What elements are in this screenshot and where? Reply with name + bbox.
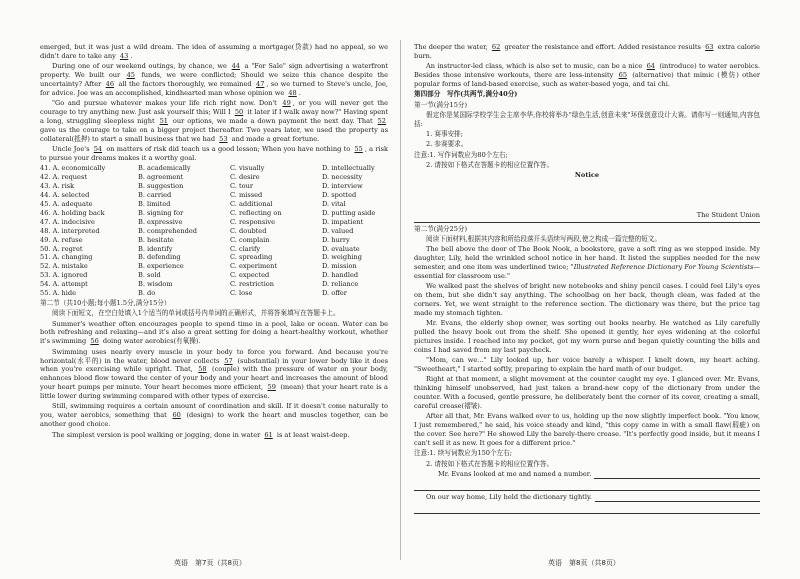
passage-paragraph: Uncle Joe's 54 on matters of risk did teach us a good lesson; When you have nothing to 55 , a risk to pursue your dreams makes it a worthy goal. xyxy=(40,145,388,163)
option-row xyxy=(40,164,388,173)
task-item: 2. 参赛要求。 xyxy=(426,140,468,149)
blank-45[interactable]: 45 xyxy=(126,71,135,80)
task-prompt: 阅读下面材料,根据其内容和所给段落开头语续写两段,使之构成一篇完整的短文。 xyxy=(426,234,661,243)
notice-writing-area[interactable] xyxy=(414,182,760,211)
section-instruction: 阅读下面短文，在空白处填入1个适当的单词或括号内单词的正确形式，并将答案填写在答题卡上。 xyxy=(52,309,340,318)
notice-title: Notice xyxy=(574,171,600,180)
option-choice[interactable]: D. mission xyxy=(322,262,357,271)
option-choice[interactable]: 46. A. holding back xyxy=(40,208,105,217)
blank-57[interactable]: 57 xyxy=(224,356,233,365)
option-choice[interactable]: B. agreement xyxy=(138,173,184,182)
option-choice[interactable]: C. tour xyxy=(230,182,254,191)
answer-rule xyxy=(414,222,760,223)
option-choice[interactable]: D. interview xyxy=(322,182,363,191)
story-paragraph: Right at that moment, a slight movement at the counter caught my eye. I glanced over. Mr. Evans, thinking himself unobserved, had just taken a brand-new copy of the dictionary from under the counter. With a focused, gentle pressure, he deliberately bent the corner of its cover, creating a small, careful crease(褶皱). xyxy=(414,375,760,411)
blank-46[interactable]: 46 xyxy=(105,80,115,89)
section-title: 第一节(满分15分) xyxy=(414,100,468,109)
blank-60[interactable]: 60 xyxy=(172,411,181,420)
blank-56[interactable]: 56 xyxy=(90,337,99,346)
option-choice[interactable]: D. vital xyxy=(322,199,346,208)
blank-44[interactable]: 44 xyxy=(231,62,240,71)
note-label: 注意:1. 写作词数应为80个左右; xyxy=(414,150,508,159)
option-choice[interactable]: C. complain xyxy=(230,235,270,244)
blank-64[interactable]: 64 xyxy=(646,62,655,71)
option-row xyxy=(40,191,388,200)
blank-58[interactable]: 58 xyxy=(198,365,207,374)
option-choice[interactable]: C. lose xyxy=(230,289,253,298)
option-choice[interactable]: C. doubted xyxy=(230,226,267,235)
writing-line[interactable] xyxy=(414,482,760,491)
blank-52[interactable]: 52 xyxy=(377,117,386,126)
note-label: 注意:1. 续写词数应为150个左右; xyxy=(414,449,512,458)
option-choice[interactable]: B. carried xyxy=(138,191,172,200)
section-title: 第二节（共10小题;每小题1.5分,满分15分） xyxy=(40,298,171,307)
option-choice[interactable]: C. clarify xyxy=(230,244,261,253)
option-row xyxy=(40,173,388,182)
option-choice[interactable]: 55. A. hide xyxy=(40,289,77,298)
option-choice[interactable]: C. additional xyxy=(230,199,273,208)
option-choice[interactable]: 53. A. ignored xyxy=(40,271,88,280)
blank-61[interactable]: 61 xyxy=(264,430,273,439)
story-paragraph: The bell above the door of The Book Nook, a bookstore, gave a soft ring as we stepped inside. My daughter, Lily, held the wrinkled school notice in her hand. It listed the supplies needed for the new semester, and one item was underlined twice; "Illustrated Reference Dictionary For Young Scientists—essential for classroom use." xyxy=(414,245,760,280)
option-choice[interactable]: 52. A. mistake xyxy=(40,262,88,271)
option-choice[interactable]: B. signing for xyxy=(138,208,184,217)
blank-54[interactable]: 54 xyxy=(93,145,103,154)
option-choice[interactable]: B. expressive xyxy=(138,217,183,226)
blank-43[interactable]: 43 xyxy=(119,51,129,60)
option-choice[interactable]: D. evaluate xyxy=(322,244,360,253)
option-choice[interactable]: 45. A. adequate xyxy=(40,199,93,208)
blank-50[interactable]: 50 xyxy=(234,108,244,117)
option-choice[interactable]: 41. A. economically xyxy=(40,164,106,173)
option-choice[interactable]: 54. A. attempt xyxy=(40,280,88,289)
option-choice[interactable]: 43. A. risk xyxy=(40,182,75,191)
option-choice[interactable]: B. do xyxy=(138,289,156,298)
blank-53[interactable]: 53 xyxy=(219,134,228,143)
blank-48[interactable]: 48 xyxy=(288,88,297,97)
option-choice[interactable]: B. academically xyxy=(138,164,191,173)
option-row xyxy=(40,200,388,209)
option-row xyxy=(40,253,388,262)
blank-59[interactable]: 59 xyxy=(267,383,276,392)
option-row xyxy=(40,209,388,218)
option-choice[interactable]: C. visually xyxy=(230,164,265,173)
options-table xyxy=(40,164,388,298)
passage-paragraph: Swimming uses nearly every muscle in your body to force you forward. And because you're horizontal(水平的) in the water, blood never collects 57 (substantial) in your lower body like it does when you're exercising while upright. That, 58 (couple) with the pressure of water on your body, enhances blood flow toward the center of your body and your heart and increases the amount of blood your heart pumps per minute. Your heart becomes more efficient, 59 (mean) that your heart rate is a little lower during swimming compared with other types of exercise. xyxy=(40,347,388,401)
option-row xyxy=(40,227,388,236)
option-choice[interactable]: D. hurry xyxy=(322,235,350,244)
option-choice[interactable]: D. intellectually xyxy=(322,164,375,173)
starter-line-1[interactable] xyxy=(414,470,760,479)
note-item: 2. 请按如下格式在答题卡的相应位置作答。 xyxy=(426,459,554,468)
option-choice[interactable]: D. valued xyxy=(322,226,354,235)
option-choice[interactable]: B. suggestion xyxy=(138,182,184,191)
passage-paragraph: Still, swimming requires a certain amount of coordination and skill. If it doesn't come naturally to you, water aerobics, something that 60 (design) to work the heart and muscles together, can be another good choice. xyxy=(40,402,388,429)
starter-sentence: On our way home, Lily held the dictionary tightly. xyxy=(426,493,592,502)
option-choice[interactable]: D. offer xyxy=(322,289,347,298)
option-choice[interactable]: B. wisdom xyxy=(138,280,173,289)
option-choice[interactable]: B. sold xyxy=(138,271,161,280)
left-column xyxy=(40,43,388,441)
option-choice[interactable]: C. desire xyxy=(230,173,260,182)
option-choice[interactable]: B. hesitate xyxy=(138,235,174,244)
starter-line-2[interactable] xyxy=(414,493,760,502)
option-choice[interactable]: 48. A. interpreted xyxy=(40,226,100,235)
passage-paragraph: During one of our weekend outings, by chance, we 44 a "For Sale" sign advertising a waterfront property. We built our 45 funds, we were conflicted; Should we seize this chance despite the uncertainty? After 46 all the factors thoroughly, we remained 47 , so we turned to Steve's uncle, Joe, for advice. Joe was an accomplished, kindhearted man whose opinion we 48 . xyxy=(40,62,388,97)
option-choice[interactable]: C. reflecting on xyxy=(230,208,282,217)
right-column xyxy=(414,43,760,516)
option-choice[interactable]: C. missed xyxy=(230,191,263,200)
blank-47[interactable]: 47 xyxy=(256,80,265,89)
option-choice[interactable]: 51. A. changing xyxy=(40,253,93,262)
option-choice[interactable]: B. experience xyxy=(138,262,184,271)
option-choice[interactable]: B. comprehended xyxy=(138,226,197,235)
option-choice[interactable]: C. spreading xyxy=(230,253,273,262)
option-choice[interactable]: D. weighing xyxy=(322,253,362,262)
option-choice[interactable]: B. limited xyxy=(138,199,171,208)
option-choice[interactable]: C. expected xyxy=(230,271,270,280)
option-choice[interactable]: 42. A. request xyxy=(40,173,87,182)
page-footer-left: 英语 第7页（共8页） xyxy=(174,559,246,567)
option-choice[interactable]: D. spotted xyxy=(322,191,357,200)
task-prompt: 假定你是某国际学校学生会主席李华,你校将举办"绿色生活,创意未来"环保创意设计大赛。请你写一则通知,内容包括: xyxy=(414,110,760,128)
passage-paragraph: An instructor-led class, which is also set to music, can be a nice 64 (introduce) to water aerobics. Besides those intensive workouts, there are less-intensity 65 (alternative) that mimic (模仿) other popular forms of land-based exercise, such as water-based yoga, and tai chi. xyxy=(414,62,761,89)
note-item: 2. 请按如下格式在答题卡的相应位置作答。 xyxy=(426,161,554,169)
option-choice[interactable]: D. handled xyxy=(322,271,359,280)
passage-paragraph: emerged, but it was just a wild dream. The idea of assuming a mortgage(贷款) had no appeal, so we didn't dare to take any 43 . xyxy=(40,43,388,60)
option-choice[interactable]: C. restriction xyxy=(230,280,275,289)
blank-62[interactable]: 62 xyxy=(491,43,501,51)
page-footer-right: 英语 第8页（共8页） xyxy=(548,559,620,567)
option-choice[interactable]: D. putting aside xyxy=(322,208,376,217)
task-item: 1. 赛事安排; xyxy=(426,130,463,139)
passage-paragraph: "Go and pursue whatever makes your life rich right now. Don't 49 , or you will never get the courage to try anything new. Just ask yourself this; Will I 50 it later if I walk away now?" Having spent a long, struggling sleepless night 51 our options, we made a down payment the next day. That 52 gave us the courage to take on a bigger project thereafter. Two years later, we used the property as collateral(抵押) to start a small business that we had 53 and made a great fortune. xyxy=(40,99,388,143)
blank-63[interactable]: 63 xyxy=(705,43,714,51)
option-choice[interactable]: D. reliance xyxy=(322,280,359,289)
option-row xyxy=(40,289,388,298)
writing-line[interactable] xyxy=(414,505,760,514)
option-row xyxy=(40,280,388,289)
option-row xyxy=(40,218,388,227)
option-choice[interactable]: C. responsive xyxy=(230,217,275,226)
option-choice[interactable]: 47. A. indecisive xyxy=(40,217,95,226)
blank-51[interactable]: 51 xyxy=(159,117,168,126)
blank-65[interactable]: 65 xyxy=(618,71,628,80)
option-row xyxy=(40,236,388,245)
section-title: 第二节(满分25分) xyxy=(414,224,468,233)
option-row xyxy=(40,182,388,191)
passage-paragraph: Summer's weather often encourages people to spend time in a pool, lake or ocean. Water can be both refreshing and relaxing—and it's also a great setting for doing a heart-healthy workout, whether it's swimming 56 doing water aerobics(有氧操). xyxy=(40,319,388,346)
passage-paragraph: The deeper the water, 62 greater the resistance and effort. Added resistance results 63 extra calorie burn. xyxy=(414,43,760,60)
starter-sentence: Mr. Evans looked at me and named a number. xyxy=(438,470,592,479)
option-row xyxy=(40,262,388,271)
story-paragraph: Mr. Evans, the elderly shop owner, was sorting out books nearby. He watched as Lily carefully pulled the heavy book out from the shelf. She opened it gently, her eyes widening at the colorful pictures inside. I reached into my pocket, got my worn purse and began quietly counting the bills and coins I had saved from my last paycheck. xyxy=(414,319,760,354)
story-paragraph: We walked past the shelves of bright new notebooks and shiny pencil cases. I could feel Lily's eyes on them, but she didn't say anything. The schoolbag on her back, though clean, was faded at the corners. Yet, we went straight to the reference section. The dictionary was there, but the price tag made my stomach tighten. xyxy=(414,282,760,317)
story-paragraph: "Mom, can we..." Lily looked up, her voice barely a whisper. I knelt down, my heart aching. "Sweetheart," I started softly, preparing to explain the hard math of our budget. xyxy=(414,356,760,374)
option-choice[interactable]: B. identify xyxy=(138,244,173,253)
option-choice[interactable]: B. defending xyxy=(138,253,181,262)
option-choice[interactable]: C. experiment xyxy=(230,262,278,271)
option-choice[interactable]: D. necessity xyxy=(322,173,363,182)
option-choice[interactable]: 50. A. regret xyxy=(40,244,83,253)
option-choice[interactable]: 44. A. selected xyxy=(40,191,90,200)
column-divider xyxy=(400,40,401,560)
blank-55[interactable]: 55 xyxy=(354,145,363,154)
story-paragraph: After all that, Mr. Evans walked over to us, holding up the now slightly imperfect book. "You know, I just remembered," he said, his voice steady and kind, "this copy came in with a small flaw(瑕疵) on the cover. See here?" He showed Lily the barely-there crease. "It's perfectly good inside, but it means I can't sell it as new. It goes for a different price." xyxy=(414,412,760,448)
option-row xyxy=(40,245,388,254)
part-title: 第四部分 写作(共两节,满分40分) xyxy=(414,90,518,99)
option-row xyxy=(40,271,388,280)
blank-49[interactable]: 49 xyxy=(282,99,291,108)
option-choice[interactable]: D. impatient xyxy=(322,217,364,226)
notice-signature: The Student Union xyxy=(696,210,760,219)
option-choice[interactable]: 49. A. refuse xyxy=(40,235,83,244)
passage-paragraph: The simplest version is pool walking or jogging, done in water 61 is at least waist-deep. xyxy=(52,430,350,439)
